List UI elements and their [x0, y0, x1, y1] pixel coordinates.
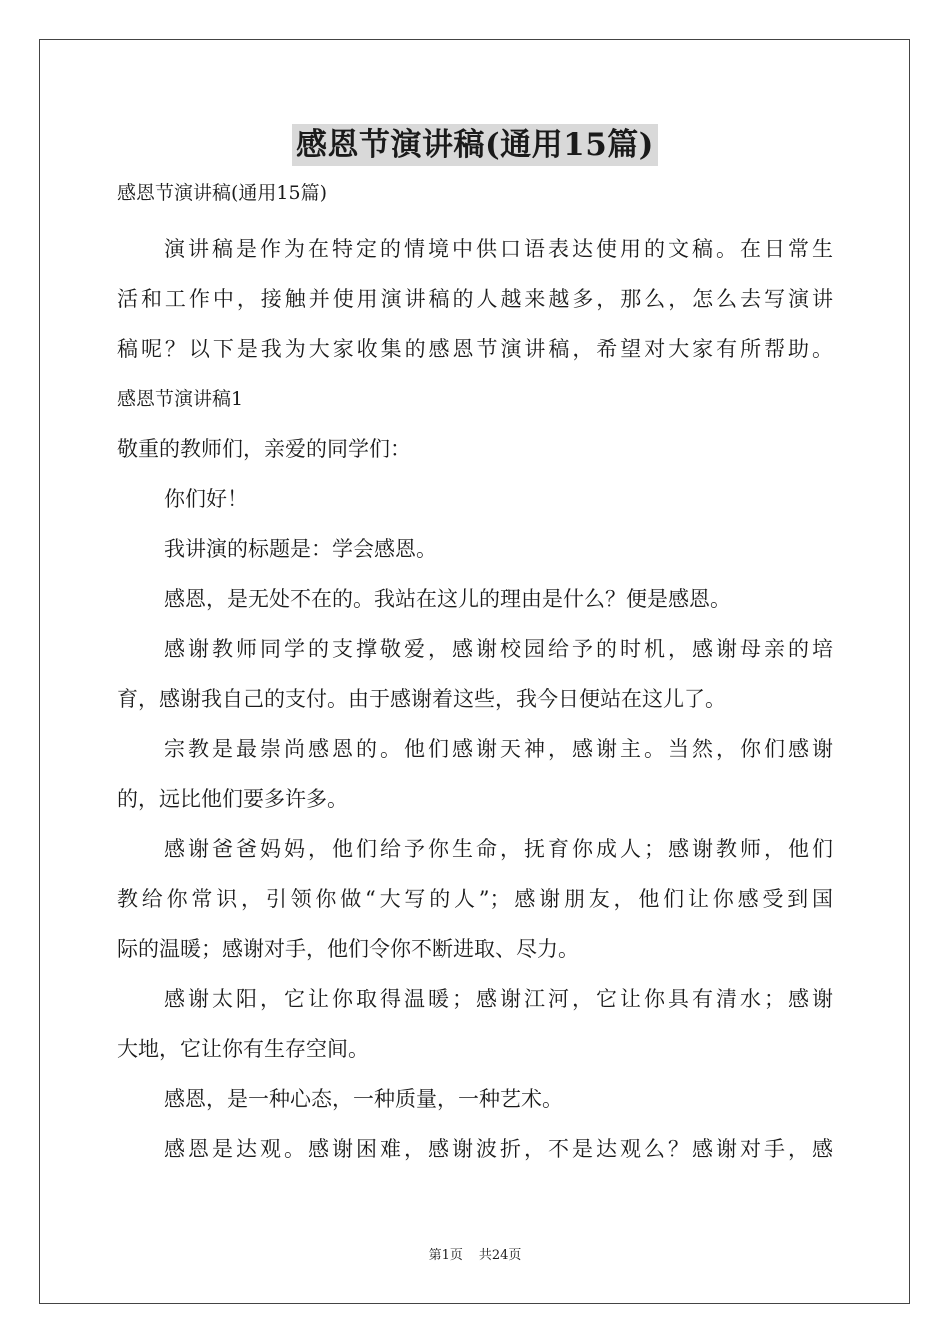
paragraph-line: 宗教是最崇尚感恩的。他们感谢天神，感谢主。当然，你们感谢 [164, 737, 833, 761]
paragraph-line: 稿呢？以下是我为大家收集的感恩节演讲稿，希望对大家有所帮助。 [117, 337, 833, 361]
paragraph-line: 大地，它让你有生存空间。 [117, 1037, 369, 1061]
paragraph-line: 感谢太阳，它让你取得温暖；感谢江河，它让你具有清水；感谢 [164, 987, 833, 1011]
paragraph-line: 感恩，是一种心态，一种质量，一种艺术。 [164, 1087, 563, 1111]
paragraph-line: 感恩，是无处不在的。我站在这儿的理由是什么？便是感恩。 [164, 587, 731, 611]
paragraph-line: 感谢爸爸妈妈，他们给予你生命，抚育你成人；感谢教师，他们 [164, 837, 833, 861]
page-border [39, 39, 910, 1304]
paragraph-line: 教给你常识，引领你做“大写的人”；感谢朋友，他们让你感受到国 [117, 887, 833, 911]
title-wrap [0, 124, 950, 166]
paragraph-line: 感谢教师同学的支撑敬爱，感谢校园给予的时机，感谢母亲的培 [164, 637, 833, 661]
paragraph-line: 育，感谢我自己的支付。由于感谢着这些，我今日便站在这儿了。 [117, 687, 726, 711]
paragraph-line: 感恩节演讲稿(通用15篇) [117, 182, 328, 204]
paragraph-line: 的，远比他们要多许多。 [117, 787, 348, 811]
page-number: 第1页 [428, 1248, 463, 1263]
paragraph-line: 活和工作中，接触并使用演讲稿的人越来越多，那么，怎么去写演讲 [117, 287, 833, 311]
paragraph-line: 感恩是达观。感谢困难，感谢波折，不是达观么？感谢对手，感 [164, 1137, 833, 1161]
paragraph-line: 演讲稿是作为在特定的情境中供口语表达使用的文稿。在日常生 [164, 237, 833, 261]
paragraph-line: 我讲演的标题是：学会感恩。 [164, 537, 437, 561]
paragraph-line: 感恩节演讲稿1 [117, 388, 244, 410]
page-total: 共24页 [478, 1248, 522, 1263]
page-footer [0, 1247, 950, 1265]
paragraph-line: 敬重的教师们，亲爱的同学们： [117, 437, 411, 461]
paragraph-line: 你们好！ [164, 487, 248, 511]
document-title: 感恩节演讲稿(通用15篇) [292, 124, 658, 166]
paragraph-line: 际的温暖；感谢对手，他们令你不断进取、尽力。 [117, 937, 579, 961]
